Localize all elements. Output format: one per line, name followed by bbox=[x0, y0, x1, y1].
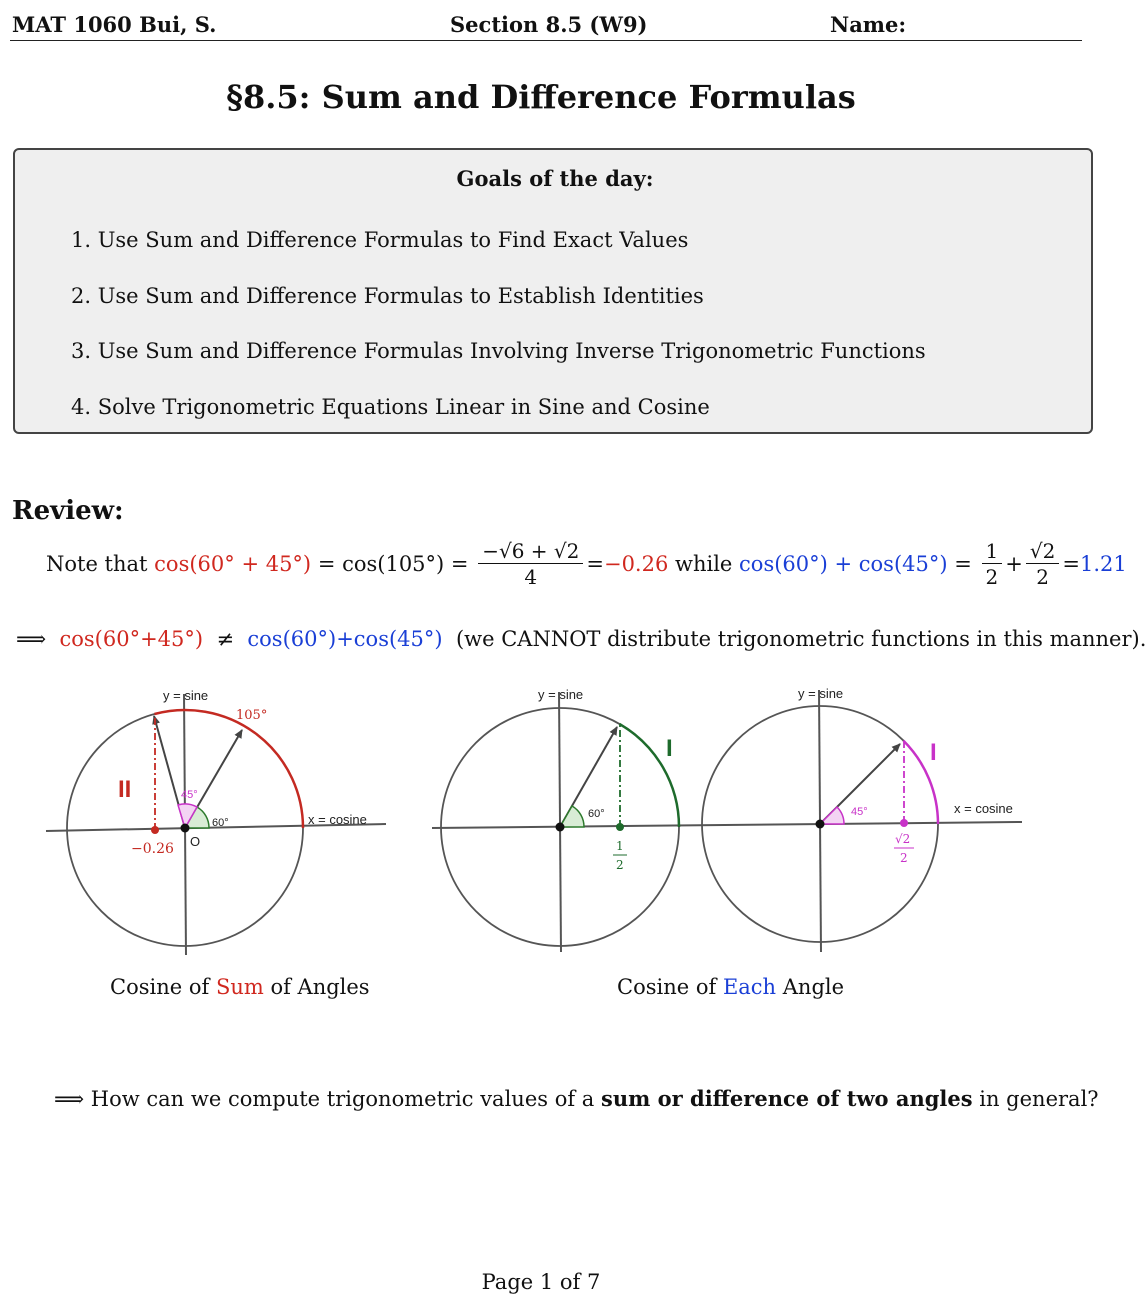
angle-45-label: 45° bbox=[851, 806, 868, 818]
page-number: Page 1 of 7 bbox=[481, 1270, 601, 1294]
cos-each-expr: cos(60°) + cos(45°) bbox=[739, 552, 948, 576]
angle-45-label: 45° bbox=[181, 789, 198, 801]
review-equation-line bbox=[46, 532, 1127, 596]
cos-each-expr: cos(60°)+cos(45°) bbox=[247, 627, 443, 651]
goals-heading: Goals of the day: bbox=[456, 166, 654, 191]
origin-point bbox=[816, 820, 825, 829]
quadrant-label: I bbox=[930, 739, 937, 766]
question-text: in general? bbox=[972, 1087, 1099, 1111]
caption-text: of Angles bbox=[263, 975, 370, 999]
arc-105 bbox=[155, 710, 304, 828]
plus-sign: + bbox=[1005, 552, 1023, 576]
fraction-denominator: 2 bbox=[985, 565, 999, 589]
while-word: while bbox=[668, 552, 740, 576]
fraction-exact bbox=[478, 540, 583, 588]
conclusion-note: (we CANNOT distribute trigonometric functions in this manner). bbox=[449, 627, 1146, 651]
equals-sign: = bbox=[586, 552, 604, 576]
angle-60-label: 60° bbox=[212, 817, 229, 829]
angle-105-label: 105° bbox=[236, 708, 268, 723]
x-axis-label: x = cosine bbox=[954, 801, 1013, 816]
goals-box bbox=[13, 148, 1093, 434]
equals-cos105: = cos(105°) = bbox=[311, 552, 476, 576]
caption-highlight: Sum bbox=[215, 975, 264, 999]
sum-value: −0.26 bbox=[603, 552, 669, 576]
y-axis bbox=[559, 692, 561, 952]
note-prefix: Note that bbox=[46, 552, 155, 576]
angle-60-label: 60° bbox=[588, 808, 605, 820]
x-axis-label: x = cosine bbox=[308, 812, 367, 827]
y-axis-label: y = sine bbox=[538, 687, 584, 702]
cosine-value-numerator: 1 bbox=[616, 839, 624, 853]
angle-60-wedge bbox=[560, 806, 584, 827]
origin-point bbox=[556, 823, 565, 832]
goal-item: 1. Use Sum and Difference Formulas to Find Exact Values bbox=[71, 228, 689, 252]
y-axis-label: y = sine bbox=[798, 686, 844, 701]
cosine-value-denominator: 2 bbox=[900, 851, 908, 865]
question-text: How can we compute trigonometric values of a bbox=[84, 1087, 601, 1111]
cos-sum-expr: cos(60° + 45°) bbox=[154, 552, 312, 576]
fraction-denominator: 2 bbox=[1036, 565, 1049, 589]
cosine-value-label: −0.26 bbox=[131, 841, 174, 857]
name-label: Name: bbox=[830, 12, 907, 37]
cosine-point bbox=[616, 823, 624, 831]
goal-item: 3. Use Sum and Difference Formulas Involving Inverse Trigonometric Functions bbox=[71, 339, 926, 363]
caption-text: Cosine of bbox=[110, 975, 216, 999]
cos-sum-expr: cos(60°+45°) bbox=[59, 627, 204, 651]
caption-text: Cosine of bbox=[617, 975, 723, 999]
sixty-degree-circle bbox=[441, 687, 679, 952]
equals-sign: = bbox=[947, 552, 979, 576]
cosine-point bbox=[900, 819, 908, 827]
forty-five-degree-circle bbox=[702, 686, 1013, 952]
cosine-value-denominator: 2 bbox=[616, 858, 624, 872]
guiding-question bbox=[54, 1086, 1099, 1111]
shared-x-axis bbox=[432, 822, 1022, 828]
fraction-root2-over-2 bbox=[1026, 540, 1059, 588]
origin-point bbox=[181, 824, 190, 833]
fraction-numerator: 1 bbox=[982, 540, 1003, 564]
each-value: 1.21 bbox=[1079, 552, 1127, 576]
caption-sum bbox=[110, 975, 370, 999]
caption-each bbox=[617, 975, 844, 999]
quadrant-label: II bbox=[118, 776, 132, 803]
goal-item: 2. Use Sum and Difference Formulas to Establish Identities bbox=[71, 284, 704, 308]
review-heading: Review: bbox=[12, 496, 124, 526]
fraction-numerator: √2 bbox=[1026, 540, 1059, 564]
unit-circle-figures bbox=[0, 680, 1082, 980]
section-label: Section 8.5 (W9) bbox=[450, 12, 648, 37]
sum-angle-circle bbox=[46, 688, 386, 955]
implies-arrow: ⟹ bbox=[54, 1087, 85, 1111]
cosine-value-numerator: √2 bbox=[895, 832, 911, 846]
y-axis-label: y = sine bbox=[163, 688, 209, 703]
goal-item: 4. Solve Trigonometric Equations Linear in Sine and Cosine bbox=[71, 395, 710, 419]
not-equal-sign: ≠ bbox=[209, 627, 241, 651]
quadrant-label: I bbox=[666, 735, 673, 762]
equals-sign: = bbox=[1062, 552, 1080, 576]
fraction-numerator: −√6 + √2 bbox=[478, 540, 583, 564]
page-title: §8.5: Sum and Difference Formulas bbox=[226, 78, 856, 116]
origin-label: O bbox=[190, 834, 201, 849]
fraction-denominator: 4 bbox=[524, 565, 538, 589]
question-emphasis: sum or difference of two angles bbox=[601, 1086, 973, 1111]
caption-highlight: Each bbox=[722, 975, 777, 999]
fraction-half bbox=[982, 540, 1003, 588]
conclusion-line bbox=[16, 627, 1146, 651]
header-rule bbox=[10, 40, 1082, 41]
cosine-point bbox=[151, 826, 159, 834]
caption-text: Angle bbox=[776, 975, 845, 999]
course-label: MAT 1060 Bui, S. bbox=[12, 12, 217, 37]
implies-arrow: ⟹ bbox=[16, 627, 53, 651]
